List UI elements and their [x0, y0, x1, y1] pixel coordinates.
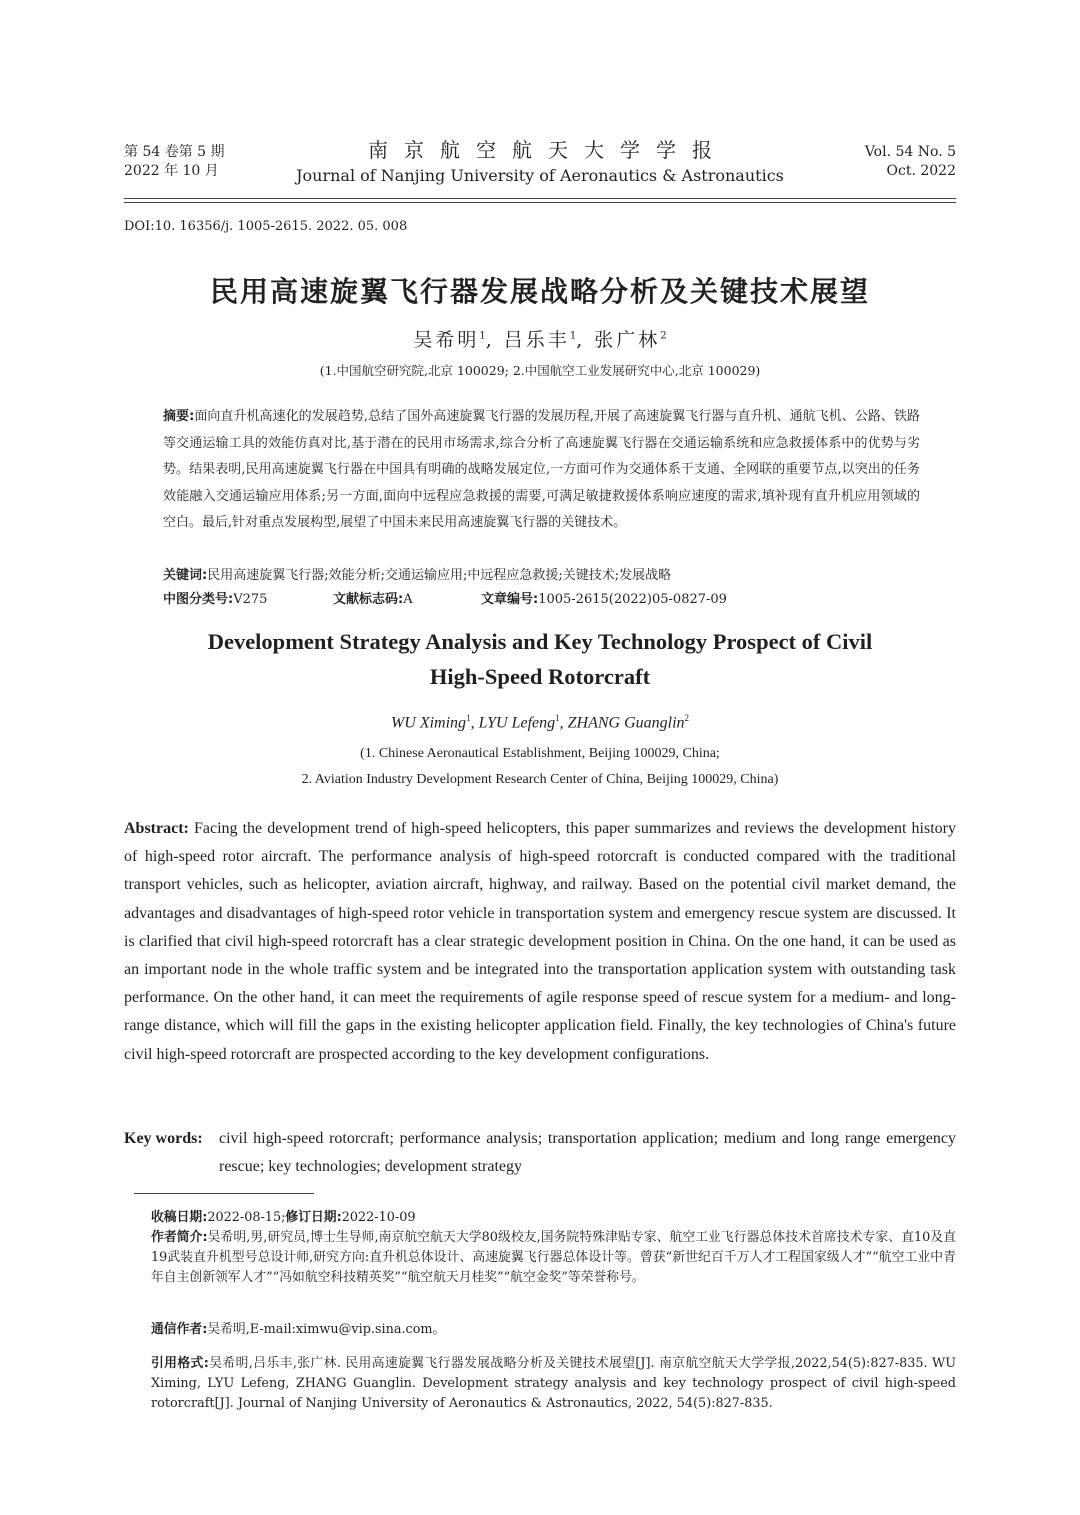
keywords-en-text: civil high-speed rotorcraft; performance analysis; transportation application; medium and long range emergency rescue; key technologies; development strategy: [219, 1130, 956, 1176]
citation-text: 吴希明,吕乐丰,张广林. 民用高速旋翼飞行器发展战略分析及关键技术展望[J]. 南京航空航天大学学报,2022,54(5):827-835. WU Ximing, LYU Lefeng, ZHANG Guanglin. Development strategy analysis and key technology prospect of civil high-speed rotorcraft[J]. Journal of Nanjing University of Aeronautics & Astronautics, 2022, 54(5):827-835.: [151, 1356, 956, 1411]
paper-title-en-line1: Development Strategy Analysis and Key Technology Prospect of Civil: [207, 629, 873, 654]
authors-cn: 吴希明$^1$, 吕乐丰$^1$, 张广林$^2$: [413, 329, 667, 351]
corresponding-text: 吴希明,E-mail:ximwu@vip.sina.com。: [207, 1322, 446, 1337]
affiliation-en: [124, 741, 956, 793]
author-sup: 1: [479, 330, 486, 342]
author-sup: 1: [569, 330, 577, 342]
author-name-en: ZHANG Guanglin: [567, 714, 685, 732]
footnote-dates: [151, 1208, 956, 1228]
revised-label: 修订日期:: [285, 1210, 342, 1225]
keywords-en: [124, 1125, 956, 1181]
journal-title-en: Journal of Nanjing University of Aeronautics & Astronautics: [296, 166, 784, 185]
header-rule-thin: [124, 202, 956, 203]
classification-cn: [163, 590, 920, 610]
author-name: 张广林: [594, 329, 661, 351]
doc-code-value: A: [403, 592, 413, 607]
date-en: Oct. 2022: [886, 163, 956, 179]
keywords-cn: [163, 563, 920, 589]
abstract-cn-label: 摘要:: [163, 409, 195, 424]
abstract-en: [124, 815, 956, 1069]
doc-code-label: 文献标志码:: [333, 592, 404, 607]
journal-title: [250, 136, 830, 187]
author-sup: 2: [684, 713, 690, 723]
affiliation-en-line2: 2. Aviation Industry Development Research Center of China, Beijing 100029, China): [301, 772, 779, 787]
author-name: 吴希明: [413, 329, 480, 351]
revised-date: 2022-10-09: [341, 1210, 416, 1225]
paper-title-en: [124, 624, 956, 694]
keywords-cn-label: 关键词:: [163, 568, 208, 583]
bio-text: 吴希明,男,研究员,博士生导师,南京航空航天大学80级校友,国务院特殊津贴专家、航空工业飞行器总体技术首席技术专家、直10及直19武装直升机型号总设计师,研究方向:直升机总体设计、高速旋翼飞行器总体设计等。曾获“新世纪百千万人才工程国家级人才”“航空工业中青年自主创新领军人才”“冯如航空科技精英奖”“航空航天月桂奖”“航空金奖”等荣誉称号。: [151, 1230, 957, 1285]
author-name-en: LYU Lefeng: [478, 714, 556, 732]
author-sup: 1: [466, 713, 471, 723]
volume-cn: 第 54 卷第 5 期: [124, 144, 225, 160]
author-name-en: WU Ximing: [390, 714, 467, 732]
clc-label: 中图分类号:: [163, 592, 234, 607]
abstract-en-label: Abstract:: [124, 820, 189, 837]
issue-info-en: [865, 143, 956, 181]
date-cn: 2022 年 10 月: [124, 163, 219, 179]
paper-title-cn: 民用高速旋翼飞行器发展战略分析及关键技术展望: [209, 275, 870, 308]
header-rule-thick: [124, 198, 956, 199]
footnote-rule: [134, 1193, 314, 1194]
bio-label: 作者简介:: [151, 1230, 208, 1245]
affiliation-en-line1: (1. Chinese Aeronautical Establishment, Beijing 100029, China;: [360, 746, 720, 761]
keywords-en-label: Key words:: [124, 1130, 203, 1147]
clc-value: V275: [233, 592, 268, 607]
received-date: 2022-08-15;: [207, 1210, 286, 1225]
author-name: 吕乐丰: [503, 329, 570, 351]
doi: DOI:10. 16356/j. 1005-2615. 2022. 05. 008: [124, 219, 408, 234]
issue-info-cn: [124, 143, 225, 181]
affiliation-cn: (1.中国航空研究院,北京 100029; 2.中国航空工业发展研究中心,北京 100029): [319, 363, 761, 378]
article-number-value: 1005-2615(2022)05-0827-09: [538, 592, 727, 607]
author-sup: 1: [555, 713, 560, 723]
received-label: 收稿日期:: [151, 1210, 208, 1225]
abstract-en-text: Facing the development trend of high-speed helicopters, this paper summarizes and reviews the development history of high-speed rotor aircraft. The performance analysis of high-speed rotorcraft is conducted compared with the traditional transport vehicles, such as helicopter, aviation aircraft, highway, and railway. Based on the potential civil market demand, the advantages and disadvantages of high-speed rotor vehicle in transportation system and emergency rescue system are discussed. It is clarified that civil high-speed rotorcraft has a clear strategic development position in China. On the one hand, it can be used as an important node in the whole traffic system and be integrated into the transportation application system with outstanding task performance. On the other hand, it can meet the requirements of agile response speed of rescue system for a medium- and long-range distance, which will fill the gaps in the existing helicopter application field. Finally, the key technologies of China's future civil high-speed rotorcraft are prospected according to the key development configurations.: [124, 820, 957, 1063]
footnote-author-bio: [151, 1228, 956, 1288]
paper-title-en-line2: High-Speed Rotorcraft: [429, 664, 651, 689]
volume-en: Vol. 54 No. 5: [864, 144, 956, 160]
abstract-cn-text: 面向直升机高速化的发展趋势,总结了国外高速旋翼飞行器的发展历程,开展了高速旋翼飞行器与直升机、通航飞机、公路、铁路等交通运输工具的效能仿真对比,基于潜在的民用市场需求,综合分析了高速旋翼飞行器在交通运输系统和应急救援体系中的优势与劣势。结果表明,民用高速旋翼飞行器在中国具有明确的战略发展定位,一方面可作为交通体系干支通、全网联的重要节点,以突出的任务效能融入交通运输应用体系;另一方面,面向中远程应急救援的需要,可满足敏捷救援体系响应速度的需求,填补现有直升机应用领域的空白。最后,针对重点发展构型,展望了中国未来民用高速旋翼飞行器的关键技术。: [163, 409, 921, 530]
authors-en: WU Ximing$^1$, LYU Lefeng$^1$, ZHANG Guanglin$^2$: [390, 713, 690, 732]
author-sup: 2: [660, 330, 667, 342]
journal-title-cn: 南京航空航天大学学报: [368, 138, 728, 162]
keywords-cn-text: 民用高速旋翼飞行器;效能分析;交通运输应用;中远程应急救援;关键技术;发展战略: [207, 568, 672, 583]
article-number-label: 文章编号:: [481, 592, 539, 607]
corresponding-label: 通信作者:: [151, 1322, 208, 1337]
citation-label: 引用格式:: [151, 1356, 209, 1371]
footnote-corresponding: [151, 1320, 956, 1340]
abstract-cn: [163, 404, 920, 537]
footnote-citation: [151, 1354, 956, 1414]
